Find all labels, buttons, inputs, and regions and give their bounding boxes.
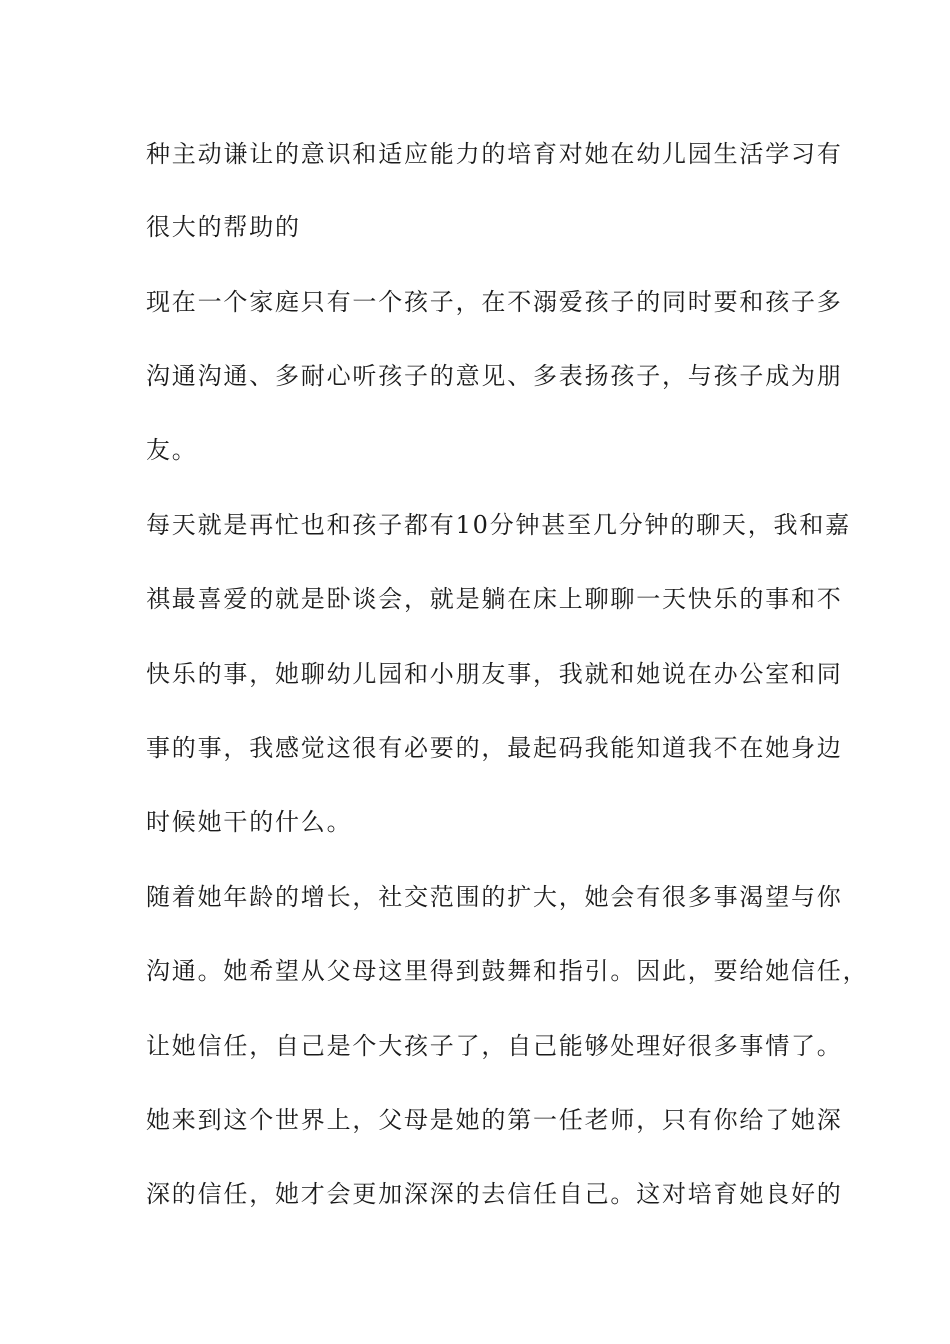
text-line: 每天就是再忙也和孩子都有10分钟甚至几分钟的聊天，我和嘉 xyxy=(146,511,851,539)
text-line: 深的信任，她才会更加深深的去信任自己。这对培育她良好的 xyxy=(146,1180,843,1208)
text-line: 沟通。她希望从父母这里得到鼓舞和指引。因此，要给她信任， xyxy=(146,957,869,985)
text-line: 祺最喜爱的就是卧谈会，就是躺在床上聊聊一天快乐的事和不 xyxy=(146,585,843,613)
text-line: 现在一个家庭只有一个孩子，在不溺爱孩子的同时要和孩子多 xyxy=(146,288,843,316)
text-line: 沟通沟通、多耐心听孩子的意见、多表扬孩子，与孩子成为朋 xyxy=(146,362,843,390)
text-line: 让她信任，自己是个大孩子了，自己能够处理好很多事情了。 xyxy=(146,1032,843,1060)
text-line: 很大的帮助的 xyxy=(146,213,301,241)
text-line: 随着她年龄的增长，社交范围的扩大，她会有很多事渴望与你 xyxy=(146,883,843,911)
text-line: 时候她干的什么。 xyxy=(146,808,353,836)
text-line: 种主动谦让的意识和适应能力的培育对她在幼儿园生活学习有 xyxy=(146,140,843,168)
text-line: 事的事，我感觉这很有必要的，最起码我能知道我不在她身边 xyxy=(146,734,843,762)
text-line: 她来到这个世界上，父母是她的第一任老师，只有你给了她深 xyxy=(146,1106,843,1134)
text-line: 快乐的事，她聊幼儿园和小朋友事，我就和她说在办公室和同 xyxy=(146,660,843,688)
text-line: 友。 xyxy=(146,436,198,464)
